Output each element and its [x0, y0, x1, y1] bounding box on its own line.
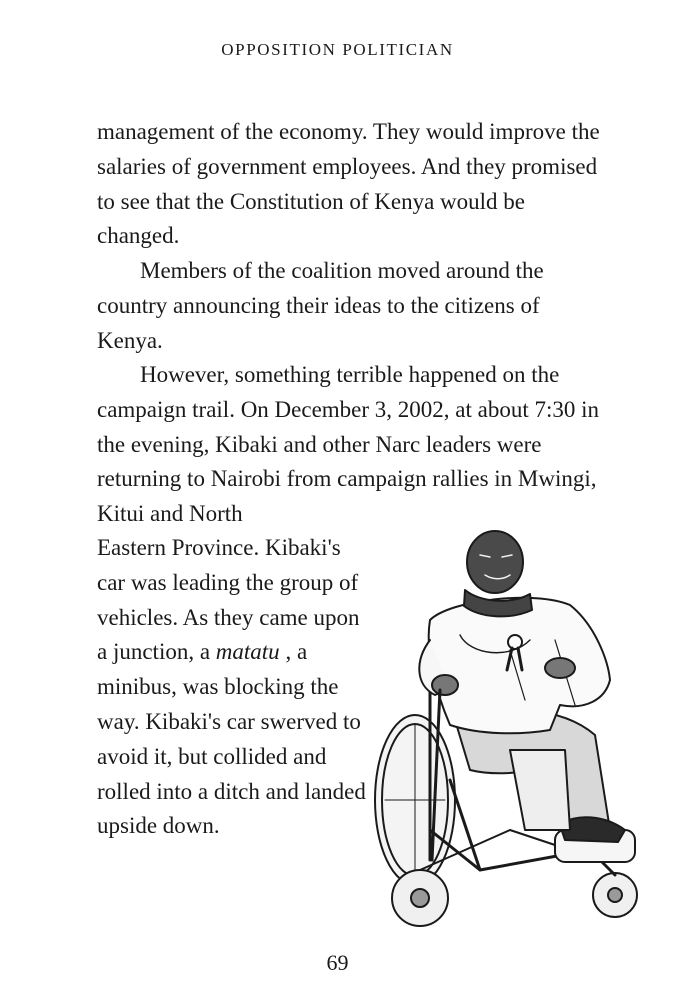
wrapped-text-after: , a minibus, was blocking the way. Kibaki's car swerved to avoid it, but collided and rolled into a ditch and landed upside down. — [97, 639, 366, 839]
paragraph-2-text: Members of the coalition moved around the country announcing their ideas to the citizens of Kenya. — [97, 258, 544, 353]
left-hand — [432, 675, 458, 695]
running-head: OPPOSITION POLITICIAN — [221, 40, 454, 59]
wheelchair-illustration-svg — [360, 530, 660, 935]
head — [467, 531, 523, 593]
bag — [510, 750, 570, 830]
shirt — [429, 598, 610, 734]
matatu-italic-term: matatu — [215, 639, 280, 665]
paragraph-3-top-text: However, something terrible happened on the campaign trail. On December 3, 2002, at about 7:30 in the evening, Kibaki and other Narc leaders were returning to Nairobi from campaign rallies in Mwingi, Kitui and North — [97, 362, 600, 527]
illustration-man-in-wheelchair — [360, 530, 660, 935]
paragraph-continued — [97, 115, 602, 254]
paragraph-1-text: management of the economy. They would improve the salaries of government employees. And they promised to see that the Constitution of Kenya would be changed. — [97, 119, 600, 249]
wrapped-text-before: Eastern Province. Kibaki's car was leading the group of vehicles. As they came upon a junction, a — [97, 535, 360, 665]
right-hand — [545, 658, 575, 678]
paragraph-3-wrapped-text — [97, 531, 372, 844]
neck-brace — [464, 590, 532, 616]
rosette-badge — [508, 635, 522, 649]
paragraph-accident-wrapped — [97, 531, 372, 844]
paragraph-coalition — [97, 254, 602, 358]
page-number: 69 — [326, 950, 349, 975]
paragraph-accident — [97, 358, 602, 532]
